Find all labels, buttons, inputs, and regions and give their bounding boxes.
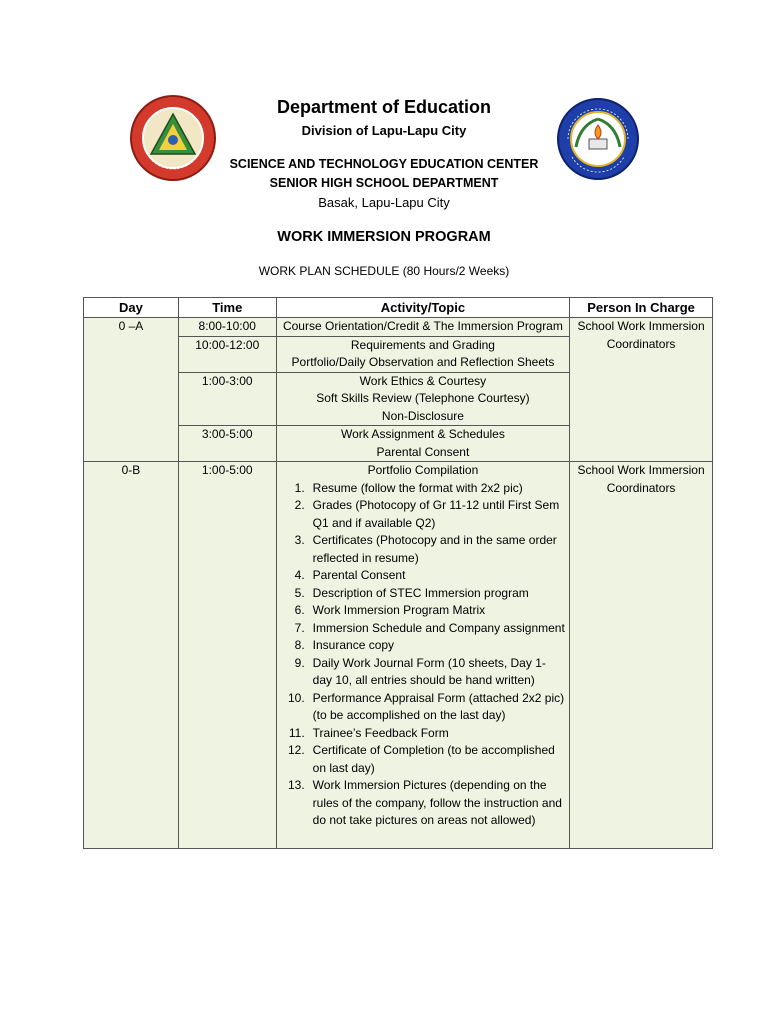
item-number: 3. [294,533,305,547]
table-row [84,462,713,849]
item-text: Work Immersion Pictures (depending on the rules of the company, follow the instruction and do not take pictures on areas not allowed) [312,778,562,827]
activity-cell [276,462,570,849]
header-day: Day [84,298,179,318]
item-number: 7. [294,620,305,635]
time-cell: 1:00-5:00 [178,462,276,849]
list-item [285,725,566,743]
day-cell: 0-B [84,462,179,849]
item-text: Description of STEC Immersion program [312,585,529,600]
header-activity: Activity/Topic [276,298,570,318]
activity-line: Work Assignment & Schedules [340,427,505,441]
list-item [285,620,566,638]
item-number: 5. [294,585,305,600]
item-number: 8. [294,638,305,652]
person-in-charge-cell: School Work Immersion Coordinators [570,318,713,462]
activity-cell [276,426,570,462]
time-cell: 10:00-12:00 [178,336,276,372]
activity-cell: Course Orientation/Credit & The Immersion Program [276,318,570,337]
item-number: 10. [287,690,305,705]
activity-line: Soft Skills Review (Telephone Courtesy) [316,391,530,405]
cell-spacer [281,830,566,848]
agency-title: Department of Education [276,97,491,117]
table-header-row [84,298,713,318]
school-address: Basak, Lapu-Lapu City [318,195,450,210]
activity-cell [276,372,570,426]
item-number: 2. [294,498,305,512]
department-name: SENIOR HIGH SCHOOL DEPARTMENT [269,176,499,190]
item-text: Trainee’s Feedback Form [312,725,449,740]
work-plan-table [83,297,713,849]
item-number: 11. [288,725,305,740]
schedule-subtitle: WORK PLAN SCHEDULE (80 Hours/2 Weeks) [258,264,510,278]
activity-cell [276,336,570,372]
list-item [285,567,566,585]
person-in-charge-cell: School Work Immersion Coordinators [570,462,713,849]
activity-line: Portfolio/Daily Observation and Reflection Sheets [291,355,555,369]
item-text: Certificates (Photocopy and in the same order reflected in resume) [312,533,557,565]
item-text: Daily Work Journal Form (10 sheets, Day 1-day 10, all entries should be hand written) [312,655,546,687]
header-time: Time [178,298,276,318]
item-text: Grades (Photocopy of Gr 11-12 until First Sem Q1 and if available Q2) [312,498,560,530]
item-number: 6. [294,603,305,617]
item-number: 13. [287,778,305,792]
list-item [285,637,566,655]
list-item [285,497,566,532]
time-cell: 8:00-10:00 [178,318,276,337]
item-text: Certificate of Completion (to be accomplished on last day) [312,743,555,775]
item-text: Parental Consent [312,568,406,582]
list-item [285,480,566,498]
item-number: 1. [294,480,305,495]
activity-line: Parental Consent [376,444,470,459]
item-text: Insurance copy [312,638,395,652]
item-text: Resume (follow the format with 2x2 pic) [312,480,523,495]
list-item [285,602,566,620]
list-item [285,777,566,830]
division-name: Division of Lapu-Lapu City [301,123,467,138]
day-cell: 0 –A [84,318,179,462]
activity-line: Non-Disclosure [381,408,464,423]
list-item [285,585,566,603]
time-cell: 1:00-3:00 [178,372,276,426]
program-title: WORK IMMERSION PROGRAM [277,229,491,245]
list-item [285,532,566,567]
header-person-in-charge: Person In Charge [570,298,713,318]
activity-title: Portfolio Compilation [367,463,479,477]
item-text: Immersion Schedule and Company assignment [312,620,565,635]
list-item [285,690,566,725]
item-number: 9. [294,655,305,670]
activity-line: Requirements and Grading [350,337,495,352]
portfolio-checklist [281,480,566,830]
letterhead [0,94,768,280]
item-number: 4. [294,568,305,582]
item-text: Work Immersion Program Matrix [312,603,486,617]
list-item [285,655,566,690]
school-name: SCIENCE AND TECHNOLOGY EDUCATION CENTER [229,157,539,171]
table-row [84,318,713,337]
activity-line: Work Ethics & Courtesy [359,373,487,388]
item-number: 12. [287,743,305,757]
time-cell: 3:00-5:00 [178,426,276,462]
list-item [285,742,566,777]
item-text: Performance Appraisal Form (attached 2x2 pic) (to be accomplished on the last day) [312,690,565,722]
